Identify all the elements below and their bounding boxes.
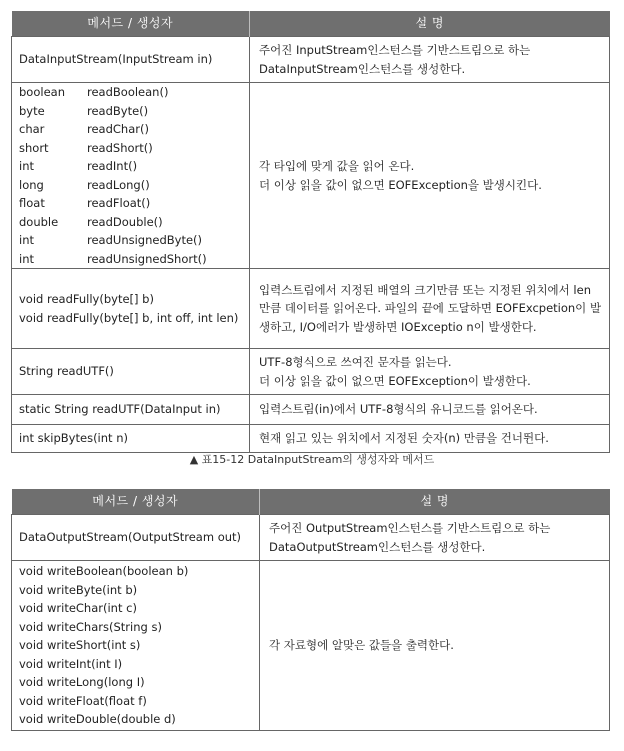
skipbytes-desc: 현재 읽고 있는 위치에서 지정된 숫자(n) 만큼을 건너뛴다. xyxy=(250,425,610,453)
method-name: readBoolean() xyxy=(87,85,169,99)
readfully-cell xyxy=(12,269,250,349)
method-type: short xyxy=(19,140,49,155)
method-name: readByte() xyxy=(87,103,149,118)
method-signature: void writeByte(int b) xyxy=(19,582,138,597)
table-row xyxy=(12,37,610,83)
method-name: readShort() xyxy=(87,140,153,155)
method-signature xyxy=(19,102,242,121)
static-readutf-desc: 입력스트림(in)에서 UTF-8형식의 유니코드를 읽어온다. xyxy=(250,395,610,425)
method-name: readChar() xyxy=(87,122,149,136)
method-type: float xyxy=(19,196,45,210)
readutf-cell: String readUTF() xyxy=(12,349,250,395)
constructor-cell: DataOutputStream(OutputStream out) xyxy=(12,515,260,561)
static-readutf-cell: static String readUTF(DataInput in) xyxy=(12,395,250,425)
method-signature: void writeLong(long I) xyxy=(19,675,145,690)
table-row xyxy=(12,561,610,731)
method-signature: void writeFloat(float f) xyxy=(19,693,147,708)
method-type: int xyxy=(19,233,34,247)
desc-line: 주어진 OutputStream인스턴스를 기반스트림으로 하는 xyxy=(269,521,551,535)
method-signature: void writeShort(int s) xyxy=(19,638,141,653)
method-signature xyxy=(19,250,242,269)
desc-line: DataInputStream인스턴스를 생성한다. xyxy=(259,61,466,76)
method-type: byte xyxy=(19,103,45,118)
method-name: readUnsignedByte() xyxy=(87,233,203,247)
desc-line: 더 이상 읽을 값이 없으면 EOFException을 발생시킨다. xyxy=(259,177,542,192)
method-signature: void readFully(byte[] b) xyxy=(19,292,154,306)
method-signature xyxy=(19,194,242,213)
method-type: int xyxy=(19,159,34,173)
method-name: readLong() xyxy=(87,177,150,192)
readfully-desc: 입력스트림에서 지정된 배열의 크기만큼 또는 지정된 위치에서 len만큼 데이터를 읽어온다. 파일의 끝에 도달하면 EOFExcpetion이 발생하고, I/O에러가 발생하면 IOExceptio n이 발생한다. xyxy=(250,269,610,349)
method-signature xyxy=(19,139,242,158)
method-type: double xyxy=(19,214,59,229)
table-row xyxy=(12,515,610,561)
method-type: boolean xyxy=(19,85,65,99)
constructor-desc xyxy=(250,37,610,83)
method-type: long xyxy=(19,177,44,192)
method-signature: void writeInt(int I) xyxy=(19,656,123,671)
method-signature: void readFully(byte[] b, int off, int len) xyxy=(19,310,239,325)
method-signature: void writeChar(int c) xyxy=(19,601,137,616)
table-row xyxy=(12,395,610,425)
data-output-stream-table xyxy=(11,489,610,731)
table-caption: ▲ 표15-12 DataInputStream의 생성자와 메서드 xyxy=(189,453,435,466)
method-signature xyxy=(19,176,242,195)
method-signature xyxy=(19,157,242,176)
method-signature: void writeDouble(double d) xyxy=(19,712,176,727)
table-row xyxy=(12,425,610,453)
method-signature: void writeChars(String s) xyxy=(19,619,162,634)
readutf-desc xyxy=(250,349,610,395)
desc-line: DataOutputStream인스턴스를 생성한다. xyxy=(269,539,486,554)
method-signature xyxy=(19,120,242,139)
write-methods-desc: 각 자료형에 알맞은 값들을 출력한다. xyxy=(260,561,610,731)
method-signature xyxy=(19,213,242,232)
table-row xyxy=(12,83,610,269)
header-method: 메서드 / 생성자 xyxy=(12,11,250,37)
read-methods-cell xyxy=(12,83,250,269)
table-row xyxy=(12,269,610,349)
skipbytes-cell: int skipBytes(int n) xyxy=(12,425,250,453)
method-type: char xyxy=(19,122,45,136)
desc-line: UTF-8형식으로 쓰여진 문자를 읽는다. xyxy=(259,355,452,369)
table-row xyxy=(12,349,610,395)
header-description: 설 명 xyxy=(260,489,610,515)
desc-line: 각 타입에 맞게 값을 읽어 온다. xyxy=(259,159,415,173)
read-methods-desc xyxy=(250,83,610,269)
method-name: readUnsignedShort() xyxy=(87,251,207,266)
method-type: int xyxy=(19,251,34,266)
method-signature: void writeBoolean(boolean b) xyxy=(19,564,189,579)
method-name: readFloat() xyxy=(87,196,151,210)
constructor-cell: DataInputStream(InputStream in) xyxy=(12,37,250,83)
data-input-stream-table xyxy=(11,11,610,453)
method-signature xyxy=(19,83,242,102)
header-method: 메서드 / 생성자 xyxy=(12,489,260,515)
method-signature xyxy=(19,231,242,250)
header-description: 설 명 xyxy=(250,11,610,37)
constructor-desc xyxy=(260,515,610,561)
write-methods-cell xyxy=(12,561,260,731)
desc-line: 주어진 InputStream인스턴스를 기반스트림으로 하는 xyxy=(259,43,531,57)
desc-line: 더 이상 읽을 값이 없으면 EOFException이 발생한다. xyxy=(259,373,531,388)
method-name: readDouble() xyxy=(87,214,163,229)
method-name: readInt() xyxy=(87,159,138,173)
